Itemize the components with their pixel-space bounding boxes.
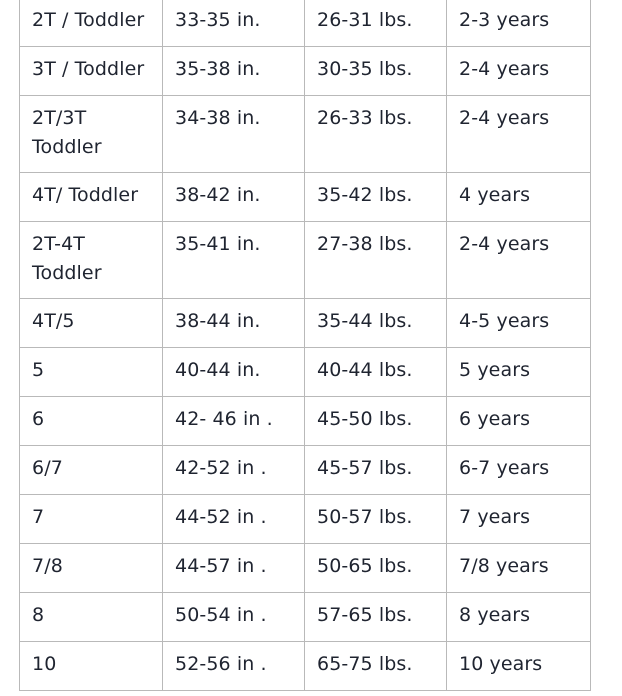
size-cell: 2T/3T Toddler xyxy=(20,96,163,173)
height-cell: 50-54 in . xyxy=(163,593,305,642)
weight-cell: 50-65 lbs. xyxy=(305,544,447,593)
size-cell: 4T/5 xyxy=(20,299,163,348)
size-chart-table xyxy=(19,0,591,691)
age-cell: 10 years xyxy=(447,642,591,691)
age-cell: 6-7 years xyxy=(447,446,591,495)
age-cell: 2-4 years xyxy=(447,96,591,173)
age-cell: 4 years xyxy=(447,173,591,222)
size-cell: 6 xyxy=(20,397,163,446)
size-cell: 7/8 xyxy=(20,544,163,593)
height-cell: 33-35 in. xyxy=(163,0,305,47)
size-cell: 3T / Toddler xyxy=(20,47,163,96)
weight-cell: 27-38 lbs. xyxy=(305,222,447,299)
weight-cell: 40-44 lbs. xyxy=(305,348,447,397)
size-cell: 5 xyxy=(20,348,163,397)
height-cell: 35-38 in. xyxy=(163,47,305,96)
height-cell: 52-56 in . xyxy=(163,642,305,691)
table-row xyxy=(20,0,591,47)
size-chart-container xyxy=(19,0,591,691)
weight-cell: 35-44 lbs. xyxy=(305,299,447,348)
table-row xyxy=(20,222,591,299)
weight-cell: 65-75 lbs. xyxy=(305,642,447,691)
table-row xyxy=(20,299,591,348)
age-cell: 2-3 years xyxy=(447,0,591,47)
height-cell: 44-52 in . xyxy=(163,495,305,544)
height-cell: 44-57 in . xyxy=(163,544,305,593)
table-row xyxy=(20,544,591,593)
table-row xyxy=(20,96,591,173)
table-row xyxy=(20,173,591,222)
table-row xyxy=(20,348,591,397)
size-cell: 6/7 xyxy=(20,446,163,495)
height-cell: 42- 46 in . xyxy=(163,397,305,446)
height-cell: 38-44 in. xyxy=(163,299,305,348)
age-cell: 8 years xyxy=(447,593,591,642)
height-cell: 42-52 in . xyxy=(163,446,305,495)
weight-cell: 26-31 lbs. xyxy=(305,0,447,47)
age-cell: 2-4 years xyxy=(447,222,591,299)
weight-cell: 45-57 lbs. xyxy=(305,446,447,495)
age-cell: 6 years xyxy=(447,397,591,446)
weight-cell: 30-35 lbs. xyxy=(305,47,447,96)
age-cell: 2-4 years xyxy=(447,47,591,96)
table-row xyxy=(20,642,591,691)
table-row xyxy=(20,495,591,544)
size-cell: 2T-4T Toddler xyxy=(20,222,163,299)
size-cell: 7 xyxy=(20,495,163,544)
height-cell: 40-44 in. xyxy=(163,348,305,397)
table-row xyxy=(20,446,591,495)
age-cell: 4-5 years xyxy=(447,299,591,348)
table-row xyxy=(20,47,591,96)
size-cell: 2T / Toddler xyxy=(20,0,163,47)
height-cell: 35-41 in. xyxy=(163,222,305,299)
weight-cell: 50-57 lbs. xyxy=(305,495,447,544)
weight-cell: 57-65 lbs. xyxy=(305,593,447,642)
age-cell: 7/8 years xyxy=(447,544,591,593)
weight-cell: 45-50 lbs. xyxy=(305,397,447,446)
height-cell: 34-38 in. xyxy=(163,96,305,173)
age-cell: 7 years xyxy=(447,495,591,544)
size-cell: 10 xyxy=(20,642,163,691)
size-cell: 8 xyxy=(20,593,163,642)
age-cell: 5 years xyxy=(447,348,591,397)
weight-cell: 35-42 lbs. xyxy=(305,173,447,222)
weight-cell: 26-33 lbs. xyxy=(305,96,447,173)
table-row xyxy=(20,593,591,642)
size-cell: 4T/ Toddler xyxy=(20,173,163,222)
table-row xyxy=(20,397,591,446)
height-cell: 38-42 in. xyxy=(163,173,305,222)
